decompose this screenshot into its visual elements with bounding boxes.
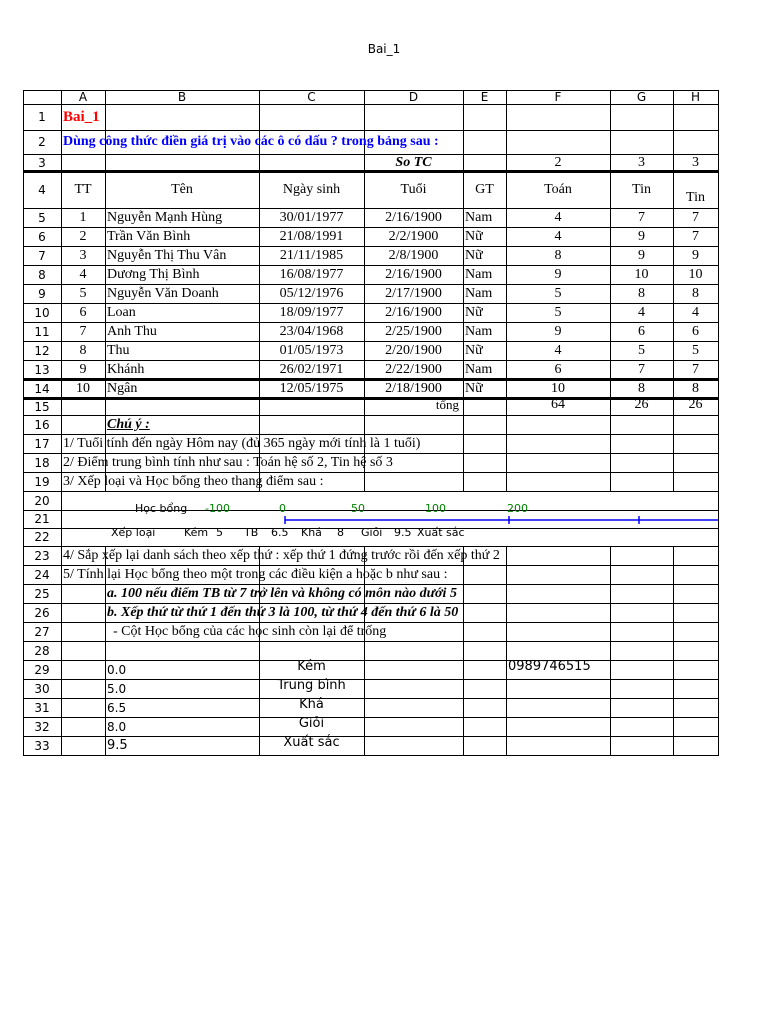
student-birthdate: 05/12/1976: [279, 285, 344, 301]
row-number: 4: [38, 182, 46, 197]
row-number: 32: [34, 719, 50, 734]
student-gender: Nam: [465, 285, 493, 301]
student-tin-1: 6: [638, 323, 645, 339]
student-tin-1: 10: [634, 266, 649, 282]
student-gender: Nam: [465, 209, 493, 225]
note-c: - Cột Học bổng của các học sinh còn lại để trống: [113, 623, 387, 639]
lookup-score: 8.0: [107, 719, 127, 734]
student-gender: Nam: [465, 361, 493, 377]
row-number: 25: [34, 586, 50, 601]
row-number: 19: [34, 474, 50, 489]
student-toan: 4: [554, 209, 562, 225]
spreadsheet: [23, 90, 718, 755]
lookup-rank: Xuất sắc: [283, 735, 340, 750]
column-header-h: H: [690, 90, 701, 104]
note-3: 3/ Xếp loại và Học bổng theo thang điểm sau :: [63, 473, 324, 489]
student-gender: Nữ: [465, 247, 483, 263]
student-toan: 4: [554, 228, 562, 244]
student-birthdate: 23/04/1968: [279, 323, 344, 339]
row-number: 3: [38, 155, 46, 170]
column-header-d: D: [408, 90, 419, 104]
row-number: 1: [38, 110, 46, 124]
row-number: 12: [34, 343, 50, 358]
student-birthdate: 21/08/1991: [279, 228, 344, 244]
header-ten: Tên: [171, 181, 193, 197]
xep-loai-item: Xuất sắc: [417, 526, 465, 539]
grid-line: [718, 90, 719, 756]
row-number: 5: [38, 210, 46, 225]
student-name: Nguyễn Thị Thu Vân: [107, 247, 227, 263]
row-number: 16: [34, 417, 50, 432]
student-age: 2/16/1900: [385, 304, 442, 320]
student-tt: 10: [76, 380, 90, 396]
grid-line: [23, 755, 719, 756]
student-age: 2/22/1900: [385, 361, 442, 377]
row-number: 6: [38, 229, 46, 244]
student-name: Nguyễn Văn Doanh: [107, 285, 219, 301]
student-gender: Nữ: [465, 304, 483, 320]
row-number: 28: [34, 643, 50, 658]
header-tin-2: Tin: [686, 190, 705, 205]
student-tin-1: 7: [638, 361, 645, 377]
student-tin-2: 8: [692, 380, 699, 396]
student-birthdate: 30/01/1977: [279, 209, 344, 225]
hoc-bong-value: 100: [425, 502, 446, 515]
row-number: 27: [34, 624, 50, 639]
column-header-b: B: [177, 90, 187, 104]
student-name: Khánh: [107, 361, 145, 377]
total-toan: 64: [551, 397, 565, 412]
note-5: 5/ Tính lại Học bổng theo một trong các điều kiện a hoặc b như sau :: [63, 566, 448, 582]
row-number: 31: [34, 700, 50, 715]
student-tt: 1: [79, 209, 87, 225]
student-gender: Nam: [465, 323, 493, 339]
student-name: Thu: [107, 342, 130, 358]
student-toan: 5: [554, 285, 562, 301]
student-toan: 8: [554, 247, 562, 263]
lookup-score: 0.0: [107, 662, 127, 677]
student-tin-2: 6: [692, 323, 699, 339]
total-label: tổng: [435, 397, 459, 412]
student-birthdate: 18/09/1977: [279, 304, 344, 320]
row-number: 11: [34, 324, 50, 339]
student-gender: Nam: [465, 266, 493, 282]
student-tin-2: 7: [692, 209, 699, 225]
student-age: 2/20/1900: [385, 342, 442, 358]
student-tt: 9: [79, 361, 87, 377]
xep-loai-item: 9.5: [394, 526, 412, 539]
row-number: 18: [34, 455, 50, 470]
student-tt: 2: [79, 228, 87, 244]
student-tt: 8: [79, 342, 87, 358]
row-number: 15: [34, 399, 50, 414]
row-number: 26: [34, 605, 50, 620]
student-toan: 5: [554, 304, 562, 320]
student-birthdate: 26/02/1971: [279, 361, 344, 377]
total-tin-1: 26: [634, 397, 649, 412]
so-tc-tin-2: 3: [692, 154, 699, 170]
student-tin-2: 4: [692, 304, 699, 320]
sheet-title: Bai_1: [63, 108, 100, 125]
lookup-score: 6.5: [107, 700, 127, 715]
row-number: 22: [34, 530, 50, 544]
note-b: b. Xếp thứ từ thứ 1 đến thứ 3 là 100, từ thứ 4 đến thứ 6 là 50: [107, 604, 459, 620]
row-number: 23: [34, 548, 50, 563]
student-tin-1: 5: [638, 342, 645, 358]
so-tc-tin-1: 3: [638, 154, 645, 170]
xep-loai-item: TB: [244, 526, 259, 539]
student-tin-1: 4: [638, 304, 645, 320]
student-tin-2: 7: [692, 361, 699, 377]
lookup-score: 5.0: [107, 681, 127, 696]
xep-loai-item: 8: [337, 526, 344, 539]
note-1: 1/ Tuổi tính đến ngày Hôm nay (đủ 365 ngày mới tính là 1 tuổi): [63, 435, 421, 451]
student-birthdate: 01/05/1973: [279, 342, 344, 358]
grading-scale-diagram: [61, 492, 718, 546]
row-number: 9: [38, 286, 46, 301]
hoc-bong-value: -100: [205, 502, 230, 515]
xep-loai-item: Khá: [301, 526, 322, 539]
student-gender: Nữ: [465, 342, 483, 358]
row-number: 33: [34, 738, 50, 753]
student-tin-1: 9: [638, 228, 645, 244]
total-tin-2: 26: [688, 397, 703, 412]
so-tc-toan: 2: [554, 154, 562, 170]
student-tt: 5: [79, 285, 87, 301]
student-name: Ngân: [107, 380, 138, 396]
student-toan: 9: [554, 323, 562, 339]
student-tin-1: 8: [638, 380, 645, 396]
row-number: 14: [34, 381, 50, 396]
header-gt: GT: [475, 181, 494, 197]
hoc-bong-label: Học bổng: [135, 502, 188, 515]
student-tt: 3: [79, 247, 87, 263]
instruction-text: Dùng công thức điền giá trị vào các ô có dấu ? trong bảng sau :: [63, 134, 439, 149]
row-number: 7: [38, 248, 46, 263]
student-age: 2/18/1900: [385, 380, 442, 396]
row-number: 24: [34, 567, 50, 582]
student-name: Nguyễn Mạnh Hùng: [107, 209, 223, 225]
student-age: 2/2/1900: [388, 228, 439, 244]
row-number: 2: [38, 135, 46, 149]
student-name: Dương Thị Bình: [107, 266, 200, 282]
student-age: 2/8/1900: [388, 247, 439, 263]
row-number: 13: [34, 362, 50, 377]
lookup-rank: Kém: [297, 659, 326, 674]
lookup-rank: Trung bình: [277, 678, 346, 693]
header-ngay-sinh: Ngày sinh: [282, 181, 341, 197]
student-tin-1: 8: [638, 285, 645, 301]
header-tuoi: Tuổi: [400, 181, 427, 197]
phone-number: 0989746515: [508, 659, 591, 674]
hoc-bong-value: 200: [507, 502, 528, 515]
student-tin-1: 9: [638, 247, 645, 263]
row-number: 30: [34, 681, 50, 696]
student-name: Anh Thu: [107, 323, 157, 339]
student-gender: Nữ: [465, 380, 483, 396]
student-name: Loan: [107, 304, 136, 320]
student-birthdate: 12/05/1975: [279, 380, 344, 396]
row-number: 21: [34, 512, 50, 526]
row-number: 10: [34, 305, 50, 320]
xep-loai-item: Giỏi: [361, 526, 383, 539]
xep-loai-label: Xếp loại: [111, 526, 156, 539]
header-toan: Toán: [544, 181, 572, 197]
student-tin-2: 8: [692, 285, 699, 301]
student-tin-2: 9: [692, 247, 699, 263]
student-birthdate: 16/08/1977: [279, 266, 344, 282]
column-header-f: F: [554, 90, 562, 104]
header-tt: TT: [74, 181, 92, 197]
note-2: 2/ Điểm trung bình tính như sau : Toán hệ số 2, Tin hệ số 3: [63, 454, 393, 470]
student-toan: 9: [554, 266, 562, 282]
student-age: 2/16/1900: [385, 266, 442, 282]
note-4: 4/ Sắp xếp lại danh sách theo xếp thứ : xếp thứ 1 đứng trước rồi đến xếp thứ 2: [63, 547, 500, 563]
student-tin-2: 7: [692, 228, 699, 244]
student-name: Trần Văn Bình: [107, 228, 191, 244]
row-number: 8: [38, 267, 46, 282]
student-tt: 4: [79, 266, 87, 282]
student-tt: 6: [79, 304, 87, 320]
student-age: 2/17/1900: [385, 285, 442, 301]
column-header-e: E: [480, 90, 489, 104]
student-age: 2/16/1900: [385, 209, 442, 225]
xep-loai-item: 5: [216, 526, 223, 539]
student-tin-2: 5: [692, 342, 699, 358]
page-title: Bai_1: [367, 42, 401, 56]
note-chu-y: Chú ý :: [107, 416, 150, 432]
note-a: a. 100 nếu điểm TB từ 7 trở lên và không có môn nào dưới 5: [107, 585, 457, 601]
student-toan: 6: [554, 361, 562, 377]
xep-loai-item: Kém: [184, 526, 209, 539]
student-age: 2/25/1900: [385, 323, 442, 339]
lookup-score: 9.5: [107, 738, 128, 753]
column-header-a: A: [78, 90, 88, 104]
lookup-rank: Khá: [299, 697, 324, 712]
hoc-bong-value: 0: [279, 502, 286, 515]
row-number: 29: [34, 662, 50, 677]
column-header-c: C: [307, 90, 316, 104]
student-tin-2: 10: [688, 266, 703, 282]
lookup-rank: Giỏi: [298, 716, 325, 731]
hoc-bong-value: 50: [351, 502, 365, 515]
student-tin-1: 7: [638, 209, 645, 225]
row-number: 20: [34, 493, 50, 508]
grid-line: [23, 641, 719, 642]
column-header-g: G: [636, 90, 647, 104]
student-gender: Nữ: [465, 228, 483, 244]
student-toan: 4: [554, 342, 562, 358]
header-tin-1: Tin: [632, 181, 651, 197]
so-tc-label: So TC: [395, 154, 432, 170]
student-tt: 7: [79, 323, 87, 339]
xep-loai-item: 6.5: [271, 526, 289, 539]
student-toan: 10: [551, 380, 565, 396]
row-number: 17: [34, 436, 50, 451]
student-birthdate: 21/11/1985: [279, 247, 344, 263]
